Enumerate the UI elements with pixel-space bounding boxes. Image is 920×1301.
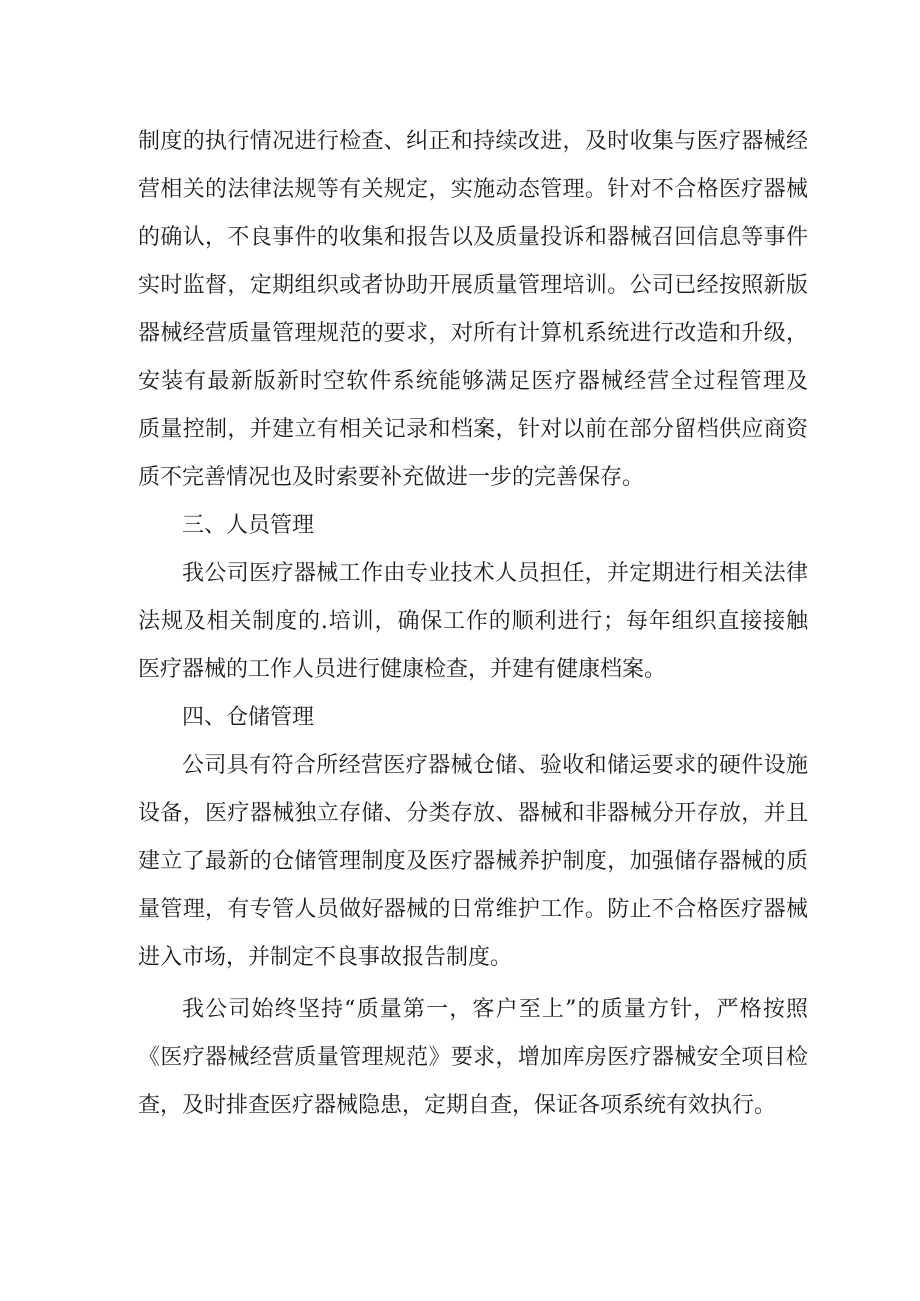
text-line: 设备，医疗器械独立存储、分类存放、器械和非器械分开存放，并且 xyxy=(138,801,808,826)
paragraph-system-management xyxy=(138,118,808,502)
text-line: 进入市场，并制定不良事故报告制度。 xyxy=(138,945,513,970)
text-line: 《医疗器械经营质量管理规范》要求，增加库房医疗器械安全项目检 xyxy=(138,1045,808,1070)
paragraph-quality-policy xyxy=(138,986,808,1130)
text-line: 营相关的法律法规等有关规定，实施动态管理。针对不合格医疗器械 xyxy=(138,177,808,202)
text-line: 建立了最新的仓储管理制度及医疗器械养护制度，加强储存器械的质 xyxy=(138,849,808,874)
text-line: 公司具有符合所经营医疗器械仓储、验收和储运要求的硬件设施 xyxy=(182,753,808,778)
text-line: 器械经营质量管理规范的要求，对所有计算机系统进行改造和升级， xyxy=(138,321,808,346)
text-line: 量管理，有专管人员做好器械的日常维护工作。防止不合格医疗器械 xyxy=(138,897,808,922)
text-line: 查，及时排查医疗器械隐患，定期自查，保证各项系统有效执行。 xyxy=(138,1093,777,1118)
text-line: 法规及相关制度的.培训，确保工作的顺利进行；每年组织直接接触 xyxy=(138,609,808,634)
text-line: 制度的执行情况进行检查、纠正和持续改进，及时收集与医疗器械经 xyxy=(138,129,808,154)
text-line: 的确认，不良事件的收集和报告以及质量投诉和器械召回信息等事件 xyxy=(138,225,808,250)
section-heading-personnel: 三、人员管理 xyxy=(182,513,315,538)
text-line: 实时监督，定期组织或者协助开展质量管理培训。公司已经按照新版 xyxy=(138,273,808,298)
text-line: 安装有最新版新时空软件系统能够满足医疗器械经营全过程管理及 xyxy=(138,369,808,394)
document-body xyxy=(138,118,808,1130)
section-heading-storage: 四、仓储管理 xyxy=(182,705,315,730)
text-line: 质量控制，并建立有相关记录和档案，针对以前在部分留档供应商资 xyxy=(138,417,808,442)
paragraph-personnel xyxy=(138,550,808,694)
text-line: 医疗器械的工作人员进行健康检查，并建有健康档案。 xyxy=(138,657,667,682)
text-line: 我公司始终坚持“质量第一，客户至上”的质量方针，严格按照 xyxy=(182,997,808,1022)
paragraph-storage xyxy=(138,742,808,982)
text-line: 质不完善情况也及时索要补充做进一步的完善保存。 xyxy=(138,465,645,490)
text-line: 我公司医疗器械工作由专业技术人员担任，并定期进行相关法律 xyxy=(182,561,808,586)
